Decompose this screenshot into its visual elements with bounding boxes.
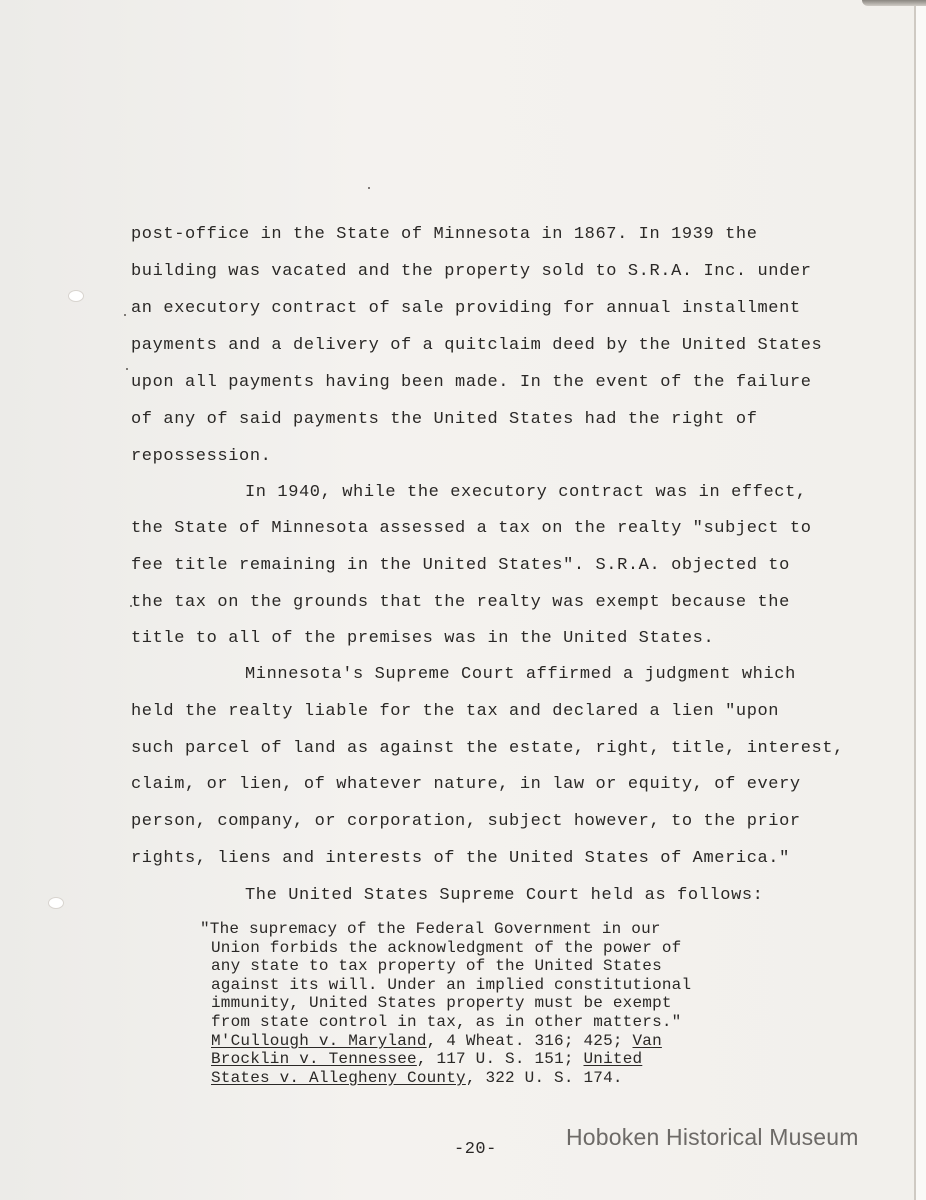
body-line: person, company, or corporation, subject however, to the prior [131,812,801,831]
body-line: upon all payments having been made. In the event of the failure [131,373,812,392]
museum-watermark: Hoboken Historical Museum [566,1124,859,1150]
page-edge [916,0,926,1200]
body-line: such parcel of land as against the estate, right, title, interest, [131,739,844,758]
body-line: payments and a delivery of a quitclaim deed by the United States [131,336,823,355]
paper-speck [124,314,126,316]
corner-mark [862,0,926,6]
citation-line [200,1032,691,1051]
body-line: repossession. [131,447,272,466]
case-citation: , 322 U. S. 174. [465,1068,623,1087]
quote-line: immunity, United States property must be exempt [211,994,672,1013]
page-number: -20- [454,1140,497,1159]
body-line: title to all of the premises was in the United States. [131,629,715,648]
quote-line: Union forbids the acknowledgment of the power of [211,938,682,957]
punch-hole [48,897,64,909]
case-name: Van [632,1031,662,1050]
body-line: rights, liens and interests of the United States of America." [131,849,790,868]
body-line: building was vacated and the property sold to S.R.A. Inc. under [131,262,812,281]
case-name: Brocklin v. Tennessee [211,1050,417,1069]
body-line: of any of said payments the United States had the right of [131,410,758,429]
case-name: M'Cullough v. Maryland [211,1031,427,1050]
body-line: held the realty liable for the tax and declared a lien "upon [131,702,780,721]
case-citation: , 117 U. S. 151; [416,1050,584,1069]
body-line: Minnesota's Supreme Court affirmed a judgment which [245,665,796,684]
block-quote [200,920,691,1087]
body-line: fee title remaining in the United States". S.R.A. objected to [131,556,790,575]
body-line: claim, or lien, of whatever nature, in law or equity, of every [131,775,801,794]
body-line: The United States Supreme Court held as follows: [245,886,764,905]
quote-line: from state control in tax, as in other matters." [211,1012,682,1031]
paper-speck [126,368,128,370]
body-line: an executory contract of sale providing for annual installment [131,299,801,318]
paper-speck [368,187,370,189]
citation-line [200,1050,691,1069]
body-line: the State of Minnesota assessed a tax on the realty "subject to [131,519,812,538]
case-name: United [583,1050,643,1069]
case-name: States v. Allegheny County [211,1068,466,1087]
quote-line: "The supremacy of the Federal Government in our [200,920,661,938]
body-line: post-office in the State of Minnesota in 1867. In 1939 the [131,225,758,244]
punch-hole [68,290,84,302]
quote-line: any state to tax property of the United States [211,957,662,976]
quote-line: against its will. Under an implied constitutional [211,975,692,994]
body-line: In 1940, while the executory contract was in effect, [245,483,807,502]
body-line: the tax on the grounds that the realty was exempt because the [131,593,790,612]
case-citation: , 4 Wheat. 316; 425; [426,1031,633,1050]
citation-line [200,1069,691,1088]
